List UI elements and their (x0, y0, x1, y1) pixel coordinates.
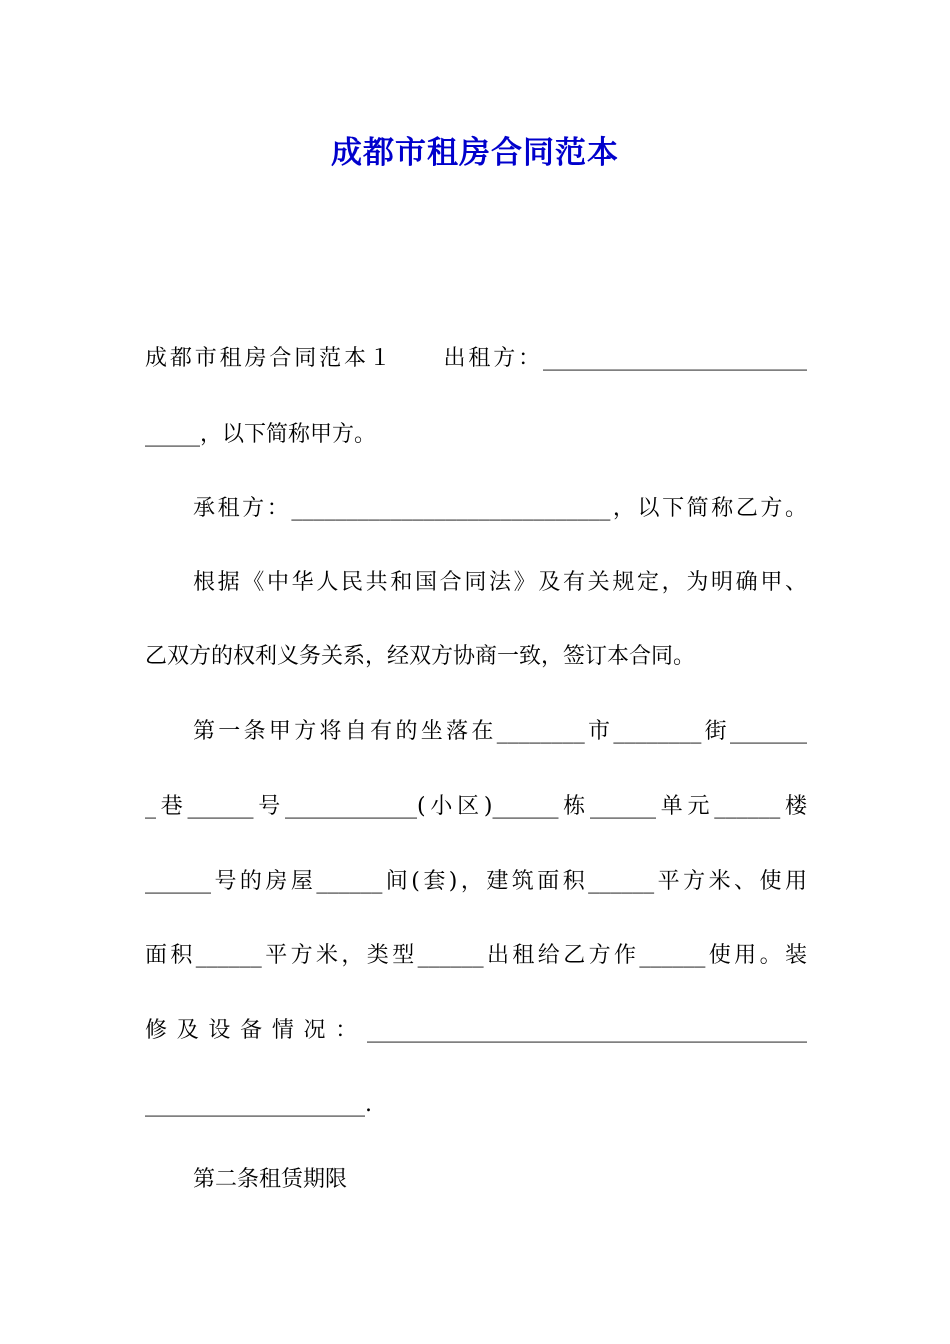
paragraph-line-2: _____，以下简称甲方。 (145, 422, 377, 447)
paragraph-line-7: _巷______号____________(小区)______栋______单元______楼 (145, 794, 807, 819)
paragraph-line-5: 乙双方的权利义务关系，经双方协商一致，签订本合同。 (145, 644, 696, 669)
paragraph-line-1: 成都市租房合同范本１ 出租方：________________________ (145, 346, 807, 371)
document-title: 成都市租房合同范本 (331, 135, 619, 171)
paragraph-line-10: 修及设备情况：________________________________________ (145, 1018, 807, 1043)
paragraph-line-6: 第一条甲方将自有的坐落在________市________街_______ (193, 719, 807, 744)
paragraph-line-3: 承租方：_____________________________，以下简称乙方。 (193, 496, 807, 521)
paragraph-line-8: ______号的房屋______间(套)，建筑面积______平方米、使用 (145, 869, 807, 894)
paragraph-line-4: 根据《中华人民共和国合同法》及有关规定，为明确甲、 (193, 570, 807, 595)
paragraph-line-11: ____________________. (145, 1092, 372, 1117)
paragraph-line-9: 面积______平方米，类型______出租给乙方作______使用。装 (145, 943, 807, 968)
section-heading-article-2: 第二条租赁期限 (193, 1167, 348, 1192)
